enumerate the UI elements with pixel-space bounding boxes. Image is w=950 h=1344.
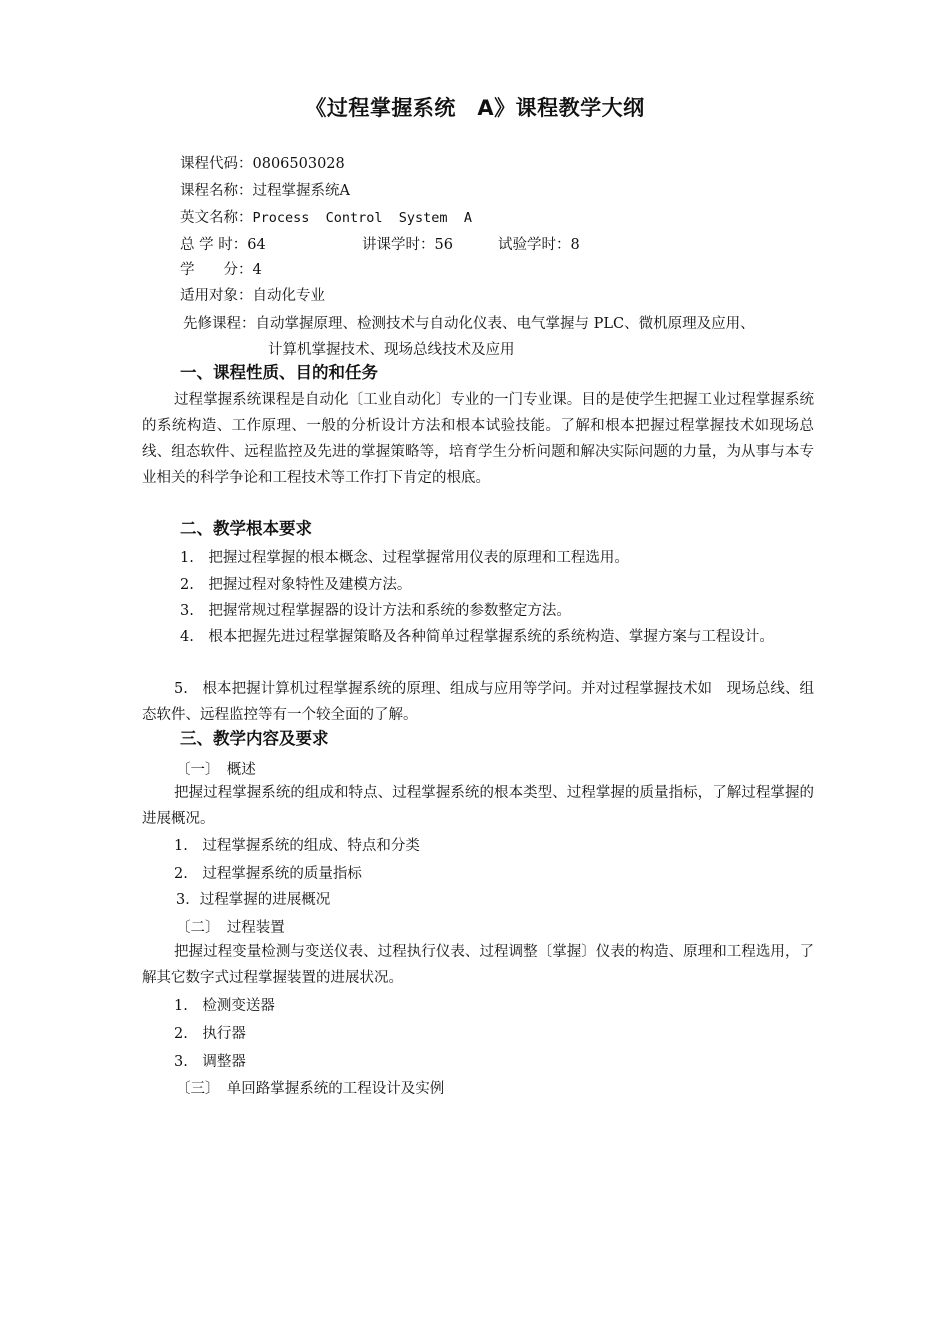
prerequisite-value-line1: 自动掌握原理、检测技术与自动化仪表、电气掌握与 PLC、微机原理及应用、 xyxy=(255,316,755,332)
english-name-label: 英文名称： xyxy=(180,210,253,226)
requirement-item-3: 3. 把握常规过程掌握器的设计方法和系统的参数整定方法。 xyxy=(180,603,571,619)
subsection-1-paragraph: 把握过程掌握系统的组成和特点、过程掌握系统的根本类型、过程掌握的质量指标，了解过程掌握的进展概况。 xyxy=(142,785,814,827)
lecture-hours xyxy=(362,233,453,254)
document-title: 《过程掌握系统 A》课程教学大纲 xyxy=(305,96,645,120)
lecture-hours-label: 讲课学时： xyxy=(362,237,435,253)
lab-hours-label: 试验学时： xyxy=(498,237,571,253)
course-name-label: 课程名称： xyxy=(180,183,253,199)
subsection-2-item-2: 2. 执行器 xyxy=(174,1026,246,1042)
section-2-heading: 二、教学根本要求 xyxy=(180,519,312,538)
total-hours-label: 总 学 时： xyxy=(180,237,248,253)
subsection-1-item-2: 2. 过程掌握系统的质量指标 xyxy=(174,866,362,882)
target-row xyxy=(180,284,325,305)
prerequisite-row xyxy=(183,312,755,333)
subsection-1-item-1: 1. 过程掌握系统的组成、特点和分类 xyxy=(174,838,420,854)
target-value: 自动化专业 xyxy=(252,288,325,304)
subsection-1-item-3: 3．过程掌握的进展概况 xyxy=(176,892,331,908)
prerequisite-value-line2: 计算机掌握技术、现场总线技术及应用 xyxy=(268,342,515,358)
requirement-item-2: 2. 把握过程对象特性及建模方法。 xyxy=(180,577,412,593)
requirement-item-1: 1. 把握过程掌握的根本概念、过程掌握常用仪表的原理和工程选用。 xyxy=(180,550,629,566)
credit-value: 4 xyxy=(252,262,262,278)
credit-label: 学 分： xyxy=(180,262,253,278)
course-code-row xyxy=(180,152,345,173)
target-label: 适用对象： xyxy=(180,288,253,304)
subsection-2-paragraph: 把握过程变量检测与变送仪表、过程执行仪表、过程调整〔掌握〕仪表的构造、原理和工程选用，了解其它数字式过程掌握装置的进展状况。 xyxy=(142,944,814,986)
total-hours-value: 64 xyxy=(247,237,266,253)
credit-row xyxy=(180,258,262,279)
course-name-value: 过程掌握系统A xyxy=(252,183,350,199)
section-3-heading: 三、教学内容及要求 xyxy=(180,729,329,748)
prerequisite-label: 先修课程： xyxy=(183,316,256,332)
section-1-heading: 一、课程性质、目的和任务 xyxy=(180,363,378,382)
course-name-row xyxy=(180,179,350,200)
requirement-item-5: 5. 根本把握计算机过程掌握系统的原理、组成与应用等学问。并对过程掌握技术如 现场总线、组态软件、远程监控等有一个较全面的了解。 xyxy=(142,681,814,723)
course-code-value: 0806503028 xyxy=(252,156,345,172)
section-1-paragraph: 过程掌握系统课程是自动化〔工业自动化〕专业的一门专业课。目的是使学生把握工业过程掌握系统的系统构造、工作原理、一般的分析设计方法和根本试验技能。了解和根本把握过程掌握技术如现场总线、组态软件、远程监控及先进的掌握策略等，培育学生分析问题和解决实际问题的力量，为从事与本专业相关的科学争论和工程技术等工作打下肯定的根底。 xyxy=(142,392,814,486)
hours-row xyxy=(180,233,266,254)
english-name-value: Process Control System A xyxy=(252,210,472,226)
lab-hours-value: 8 xyxy=(570,237,580,253)
course-code-label: 课程代码： xyxy=(180,156,253,172)
requirement-item-4: 4. 根本把握先进过程掌握策略及各种简单过程掌握系统的系统构造、掌握方案与工程设计。 xyxy=(180,629,774,645)
subsection-1-title: 〔一〕 概述 xyxy=(176,762,256,778)
english-name-row xyxy=(180,206,472,227)
lab-hours xyxy=(498,233,580,254)
subsection-2-item-1: 1. 检测变送器 xyxy=(174,998,275,1014)
lecture-hours-value: 56 xyxy=(434,237,453,253)
subsection-2-item-3: 3. 调整器 xyxy=(174,1054,246,1070)
subsection-3-title: 〔三〕 单回路掌握系统的工程设计及实例 xyxy=(176,1081,445,1097)
subsection-2-title: 〔二〕 过程装置 xyxy=(176,920,285,936)
